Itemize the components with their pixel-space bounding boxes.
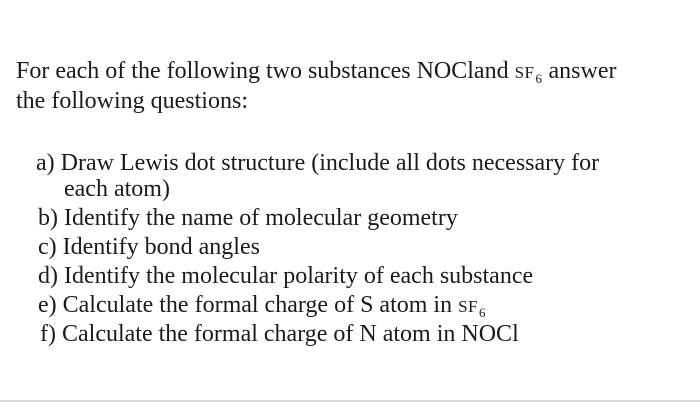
intro-answer: answer: [548, 58, 617, 84]
question-e-text: e) Calculate the formal charge of S atom in: [38, 292, 453, 318]
question-a-continuation: each atom): [64, 176, 170, 202]
intro-line-2: the following questions:: [16, 88, 248, 114]
intro-and: and: [473, 58, 509, 84]
question-f: f) Calculate the formal charge of N atom in NOCl: [40, 321, 519, 347]
intro-line-1: [16, 57, 616, 88]
sf6-formula: $SF_6$: [458, 297, 486, 320]
question-c: c) Identify bond angles: [38, 234, 260, 260]
intro-text: For each of the following two substances NOCl: [16, 58, 474, 84]
question-d: d) Identify the molecular polarity of each substance: [38, 263, 534, 289]
question-a: a) Draw Lewis dot structure (include all dots necessary for: [36, 150, 600, 176]
sf6-formula: $SF_6$: [514, 63, 543, 86]
question-e: [38, 291, 486, 322]
question-b: b) Identify the name of molecular geometry: [38, 205, 458, 231]
